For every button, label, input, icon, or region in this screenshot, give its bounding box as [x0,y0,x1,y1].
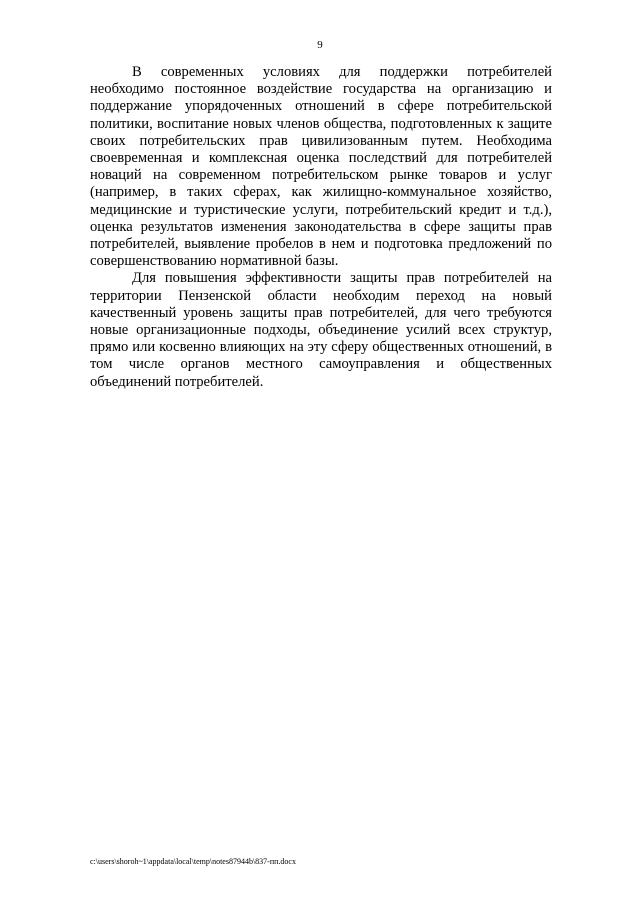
body-text [90,64,552,391]
page-number: 9 [317,39,323,51]
paragraph-consumer-support: В современных условиях для поддержки потребителей необходимо постоянное воздействие государства на организацию и поддержание упорядоченных отношений в сфере потребительской политики, воспитание новых членов общества, подготовленных к защите своих потребительских прав цивилизованным путем. Необходима своевременная и комплексная оценка последствий для потребителей новаций на современном потребительском рынке товаров и услуг (например, в таких сферах, как жилищно-коммунальное хозяйство, медицинские и туристические услуги, потребительский кредит и т.д.), оценка результатов изменения законодательства в сфере защиты прав потребителей, выявление пробелов в нем и подготовка предложений по совершенствованию нормативной базы. [90,64,552,270]
paragraph-penza-region: Для повышения эффективности защиты прав потребителей на территории Пензенской области необходим переход на новый качественный уровень защиты прав потребителей, для чего требуются новые организационные подходы, объединение усилий всех структур, прямо или косвенно влияющих на эту сферу общественных отношений, в том числе органов местного самоуправления и общественных объединений потребителей. [90,270,552,390]
footer-file-path: c:\users\shoroh~1\appdata\local\temp\notes87944b\837-пп.docx [90,857,296,866]
